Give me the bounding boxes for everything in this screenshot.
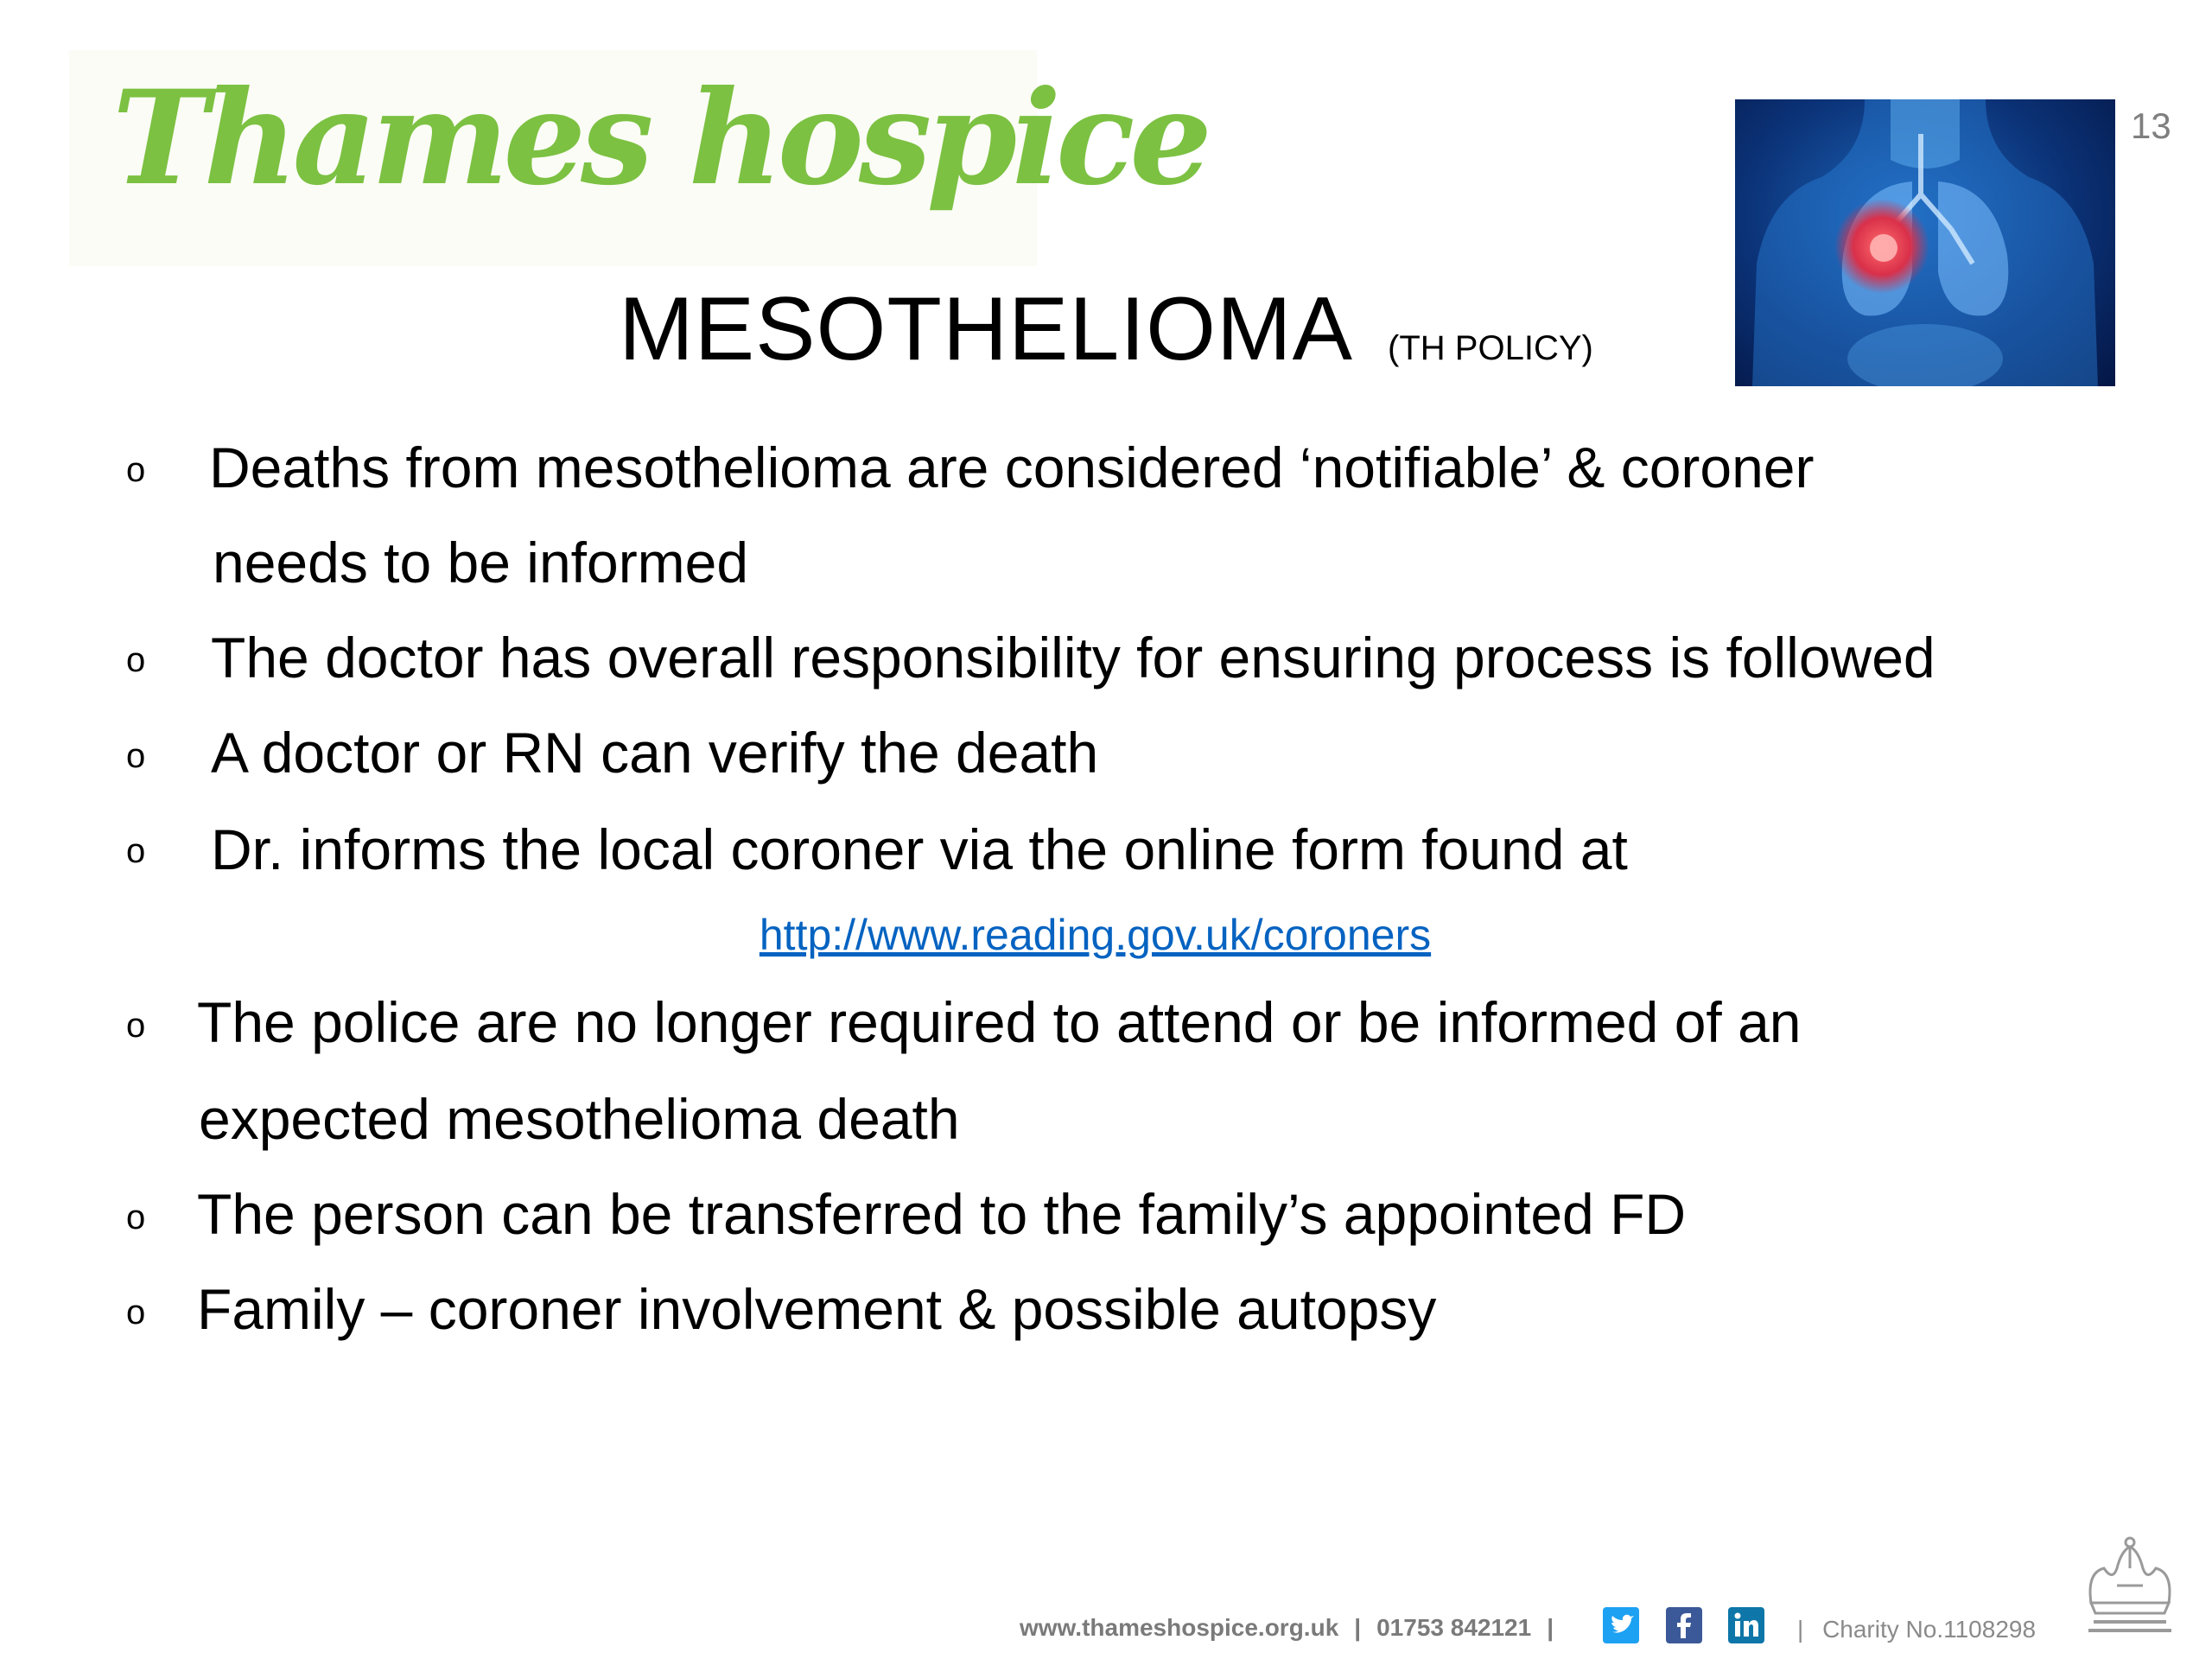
bullet-marker: o	[126, 451, 146, 489]
slide-number: 13	[2131, 105, 2171, 146]
footer-phone: 01753 842121	[1376, 1614, 1532, 1641]
slide-title: MESOTHELIOMA	[619, 279, 1354, 379]
footer-separator: |	[1354, 1614, 1362, 1641]
list-item: The doctor has overall responsibility for ensuring process is followed	[211, 626, 1936, 690]
charity-number	[1797, 1616, 2036, 1643]
slide-subtitle: (TH POLICY)	[1388, 329, 1593, 367]
bullet-marker: o	[126, 832, 146, 870]
list-item: Deaths from mesothelioma are considered ‘notifiable’ & coroner	[209, 435, 1815, 499]
queens-award-crown-emblem	[2078, 1534, 2182, 1655]
list-item: Family – coroner involvement & possible autopsy	[197, 1277, 1437, 1341]
footer-website[interactable]: www.thameshospice.org.uk	[1020, 1614, 1339, 1641]
bullet-marker: o	[126, 1007, 146, 1045]
list-item: Dr. informs the local coroner via the online form found at	[211, 817, 1628, 881]
linkedin-icon[interactable]	[1728, 1607, 1764, 1643]
bullet-marker: o	[126, 737, 146, 775]
footer-contact	[1020, 1616, 1569, 1640]
coroners-link[interactable]: http://www.reading.gov.uk/coroners	[759, 911, 1432, 959]
twitter-icon[interactable]	[1603, 1607, 1639, 1643]
bullet-marker: o	[126, 641, 146, 679]
footer-separator: |	[1797, 1616, 1804, 1643]
bullet-marker: o	[126, 1294, 146, 1332]
bullet-marker: o	[126, 1198, 146, 1236]
charity-number-text: Charity No.1108298	[1822, 1616, 2037, 1643]
thames-hospice-logo: Thames hospice	[112, 62, 1207, 214]
list-item-continuation: needs to be informed	[213, 531, 749, 594]
slide-title-row	[0, 278, 2212, 381]
list-item: The police are no longer required to attend or be informed of an	[197, 990, 1802, 1054]
list-item: The person can be transferred to the family’s appointed FD	[197, 1182, 1687, 1246]
facebook-icon[interactable]	[1666, 1607, 1702, 1643]
list-item: A doctor or RN can verify the death	[211, 721, 1099, 785]
footer-separator: |	[1547, 1614, 1554, 1641]
list-item-continuation: expected mesothelioma death	[199, 1087, 960, 1151]
